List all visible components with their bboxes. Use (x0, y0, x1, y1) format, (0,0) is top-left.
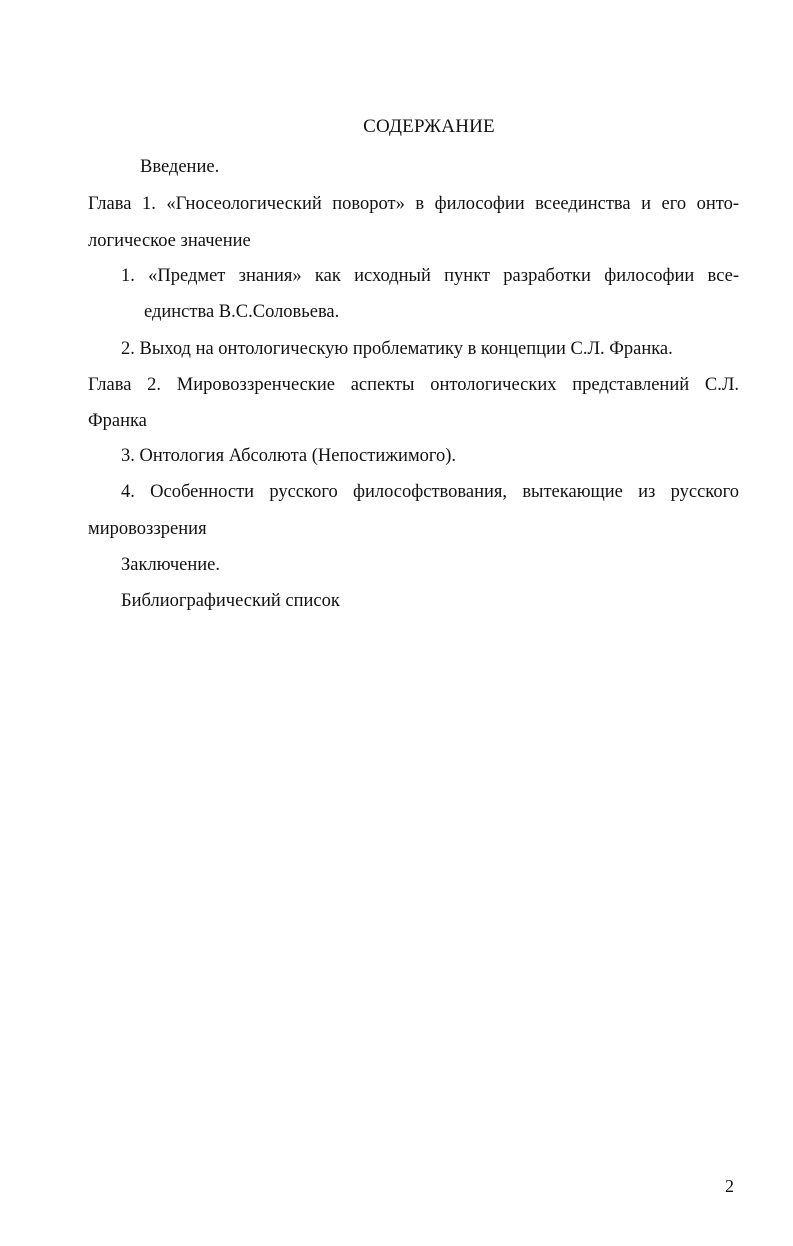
toc-bibliography: Библиографический список (121, 591, 340, 611)
toc-conclusion: Заключение. (121, 555, 220, 575)
toc-introduction: Введение. (140, 157, 220, 177)
toc-section-4-line-1: 4. Особенности русского философствования, вытекающие из русского (121, 482, 739, 502)
toc-section-1-line-2: единства В.С.Соловьева. (144, 302, 340, 322)
page-number: 2 (725, 1176, 734, 1196)
toc-chapter-1-line-2: логическое значение (88, 231, 251, 251)
toc-section-4-line-2: мировоззрения (88, 519, 207, 539)
page-title: СОДЕРЖАНИЕ (363, 116, 495, 137)
toc-chapter-1-line-1: Глава 1. «Гносеологический поворот» в философии всеединства и его онто- (88, 194, 739, 214)
toc-section-3: 3. Онтология Абсолюта (Непостижимого). (121, 446, 457, 466)
toc-chapter-2-line-1: Глава 2. Мировоззренческие аспекты онтологических представлений С.Л. (88, 375, 739, 395)
toc-chapter-2-line-2: Франка (88, 411, 147, 431)
toc-section-1-line-1: 1. «Предмет знания» как исходный пункт разработки философии все- (121, 266, 739, 286)
toc-section-2: 2. Выход на онтологическую проблематику в концепции С.Л. Франка. (121, 339, 673, 359)
